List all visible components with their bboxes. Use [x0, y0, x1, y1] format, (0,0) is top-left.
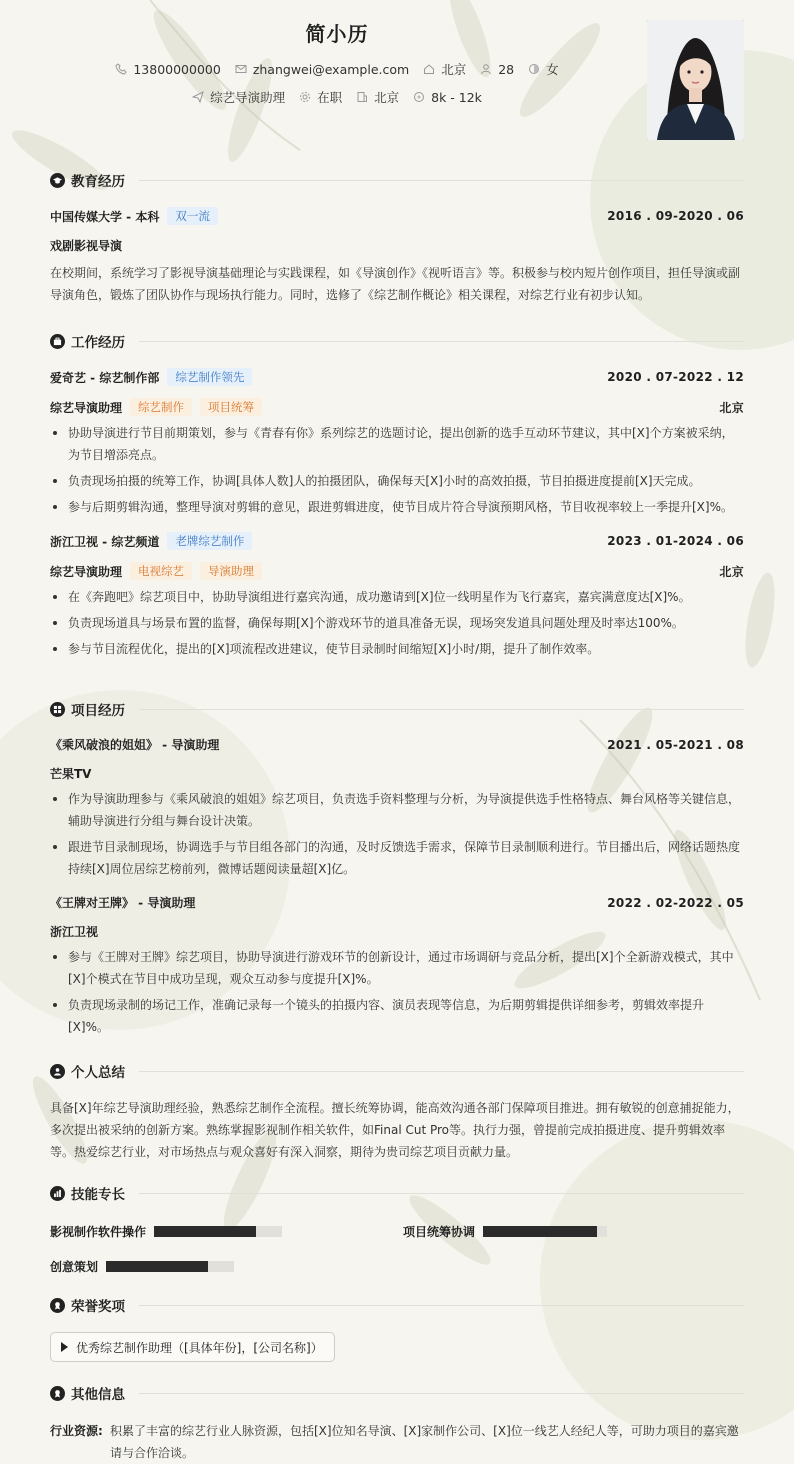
skill-item — [50, 1258, 234, 1275]
email-text: zhangwei@example.com — [252, 61, 410, 77]
target-position-item — [192, 88, 285, 106]
other-label: 行业资源: — [50, 1424, 103, 1438]
skills-header — [50, 1183, 744, 1203]
section-divider — [139, 341, 744, 342]
target-city-item — [356, 88, 399, 106]
list-item: 负责现场道具与场景布置的监督，确保每期[X]个游戏环节的道具准备无误，现场突发道具问题处理及时率达100%。 — [50, 612, 744, 634]
summary-section — [50, 1061, 744, 1163]
phone-icon — [115, 63, 127, 75]
skill-bar — [154, 1226, 282, 1237]
salary-item — [413, 88, 482, 106]
company-tag: 综艺制作领先 — [167, 368, 252, 386]
other-header — [50, 1383, 744, 1403]
project-bullets — [50, 946, 744, 1038]
honor-text: 优秀综艺制作助理（[具体年份]，[公司名称]） — [76, 1340, 323, 1355]
projects-section — [50, 699, 744, 1038]
send-icon — [192, 91, 204, 103]
project-entry — [50, 736, 744, 880]
job-company-row — [50, 532, 744, 550]
project-org: 芒果TV — [50, 767, 92, 781]
projects-header — [50, 699, 744, 719]
work-header — [50, 331, 744, 351]
job-entry — [50, 532, 744, 660]
other-info-row — [50, 1420, 744, 1464]
school-tag: 双一流 — [167, 207, 218, 225]
skill-bar-fill — [483, 1226, 597, 1237]
education-date: 2016 . 09-2020 . 06 — [607, 209, 744, 223]
section-divider — [139, 180, 744, 181]
list-item: 负责现场拍摄的统筹工作，协调[具体人数]人的拍摄团队，确保每天[X]小时的高效拍摄，节目拍摄进度提前[X]天完成。 — [50, 470, 744, 492]
money-icon — [413, 91, 425, 103]
list-item: 参与节目流程优化，提出的[X]项流程改进建议，使节目录制时间缩短[X]小时/期，提升了制作效率。 — [50, 638, 744, 660]
graduation-cap-icon — [50, 173, 65, 188]
job-date: 2023 . 01-2024 . 06 — [607, 534, 744, 548]
honors-title: 荣誉奖项 — [71, 1299, 125, 1315]
work-title: 工作经历 — [71, 335, 125, 351]
person-icon — [50, 1064, 65, 1079]
summary-title: 个人总结 — [71, 1065, 125, 1081]
role-tag: 电视综艺 — [130, 562, 192, 580]
list-item: 参与《王牌对王牌》综艺项目，协助导演进行游戏环节的创新设计，通过市场调研与竞品分析，提出[X]个全新游戏模式，其中[X]个模式在节目中成功呈现，观众互动参与度提升[X]%。 — [50, 946, 744, 990]
avatar-photo — [647, 20, 744, 140]
user-icon — [480, 63, 492, 75]
job-city: 北京 — [719, 400, 744, 415]
target-position-text: 综艺导演助理 — [210, 90, 286, 105]
role-tag: 综艺制作 — [130, 398, 192, 416]
skill-item — [50, 1223, 282, 1240]
section-divider — [139, 1393, 744, 1394]
salary-text: 8k - 12k — [431, 89, 482, 105]
award-icon — [50, 1298, 65, 1313]
summary-header — [50, 1061, 744, 1081]
work-section — [50, 331, 744, 660]
skills-section — [50, 1183, 744, 1203]
age-text: 28 — [498, 61, 515, 77]
phone-item — [115, 60, 220, 78]
building-icon — [356, 91, 368, 103]
candidate-name: 简小历 — [305, 22, 369, 46]
list-item: 在《奔跑吧》综艺项目中，协助导演组进行嘉宾沟通，成功邀请到[X]位一线明星作为飞行嘉宾，嘉宾满意度达[X]%。 — [50, 586, 744, 608]
job-role: 综艺导演助理 — [50, 564, 123, 579]
job-company: 爱奇艺 - 综艺制作部 — [50, 370, 160, 385]
skill-bar-fill — [106, 1261, 208, 1272]
job-company: 浙江卫视 - 综艺频道 — [50, 534, 160, 549]
bar-chart-icon — [50, 1186, 65, 1201]
section-divider — [139, 1071, 744, 1072]
job-role: 综艺导演助理 — [50, 400, 123, 415]
job-company-row — [50, 368, 744, 386]
project-row — [50, 894, 744, 911]
status-item — [299, 88, 342, 106]
education-header — [50, 170, 744, 190]
caret-right-icon — [61, 1342, 68, 1352]
education-description: 在校期间，系统学习了影视导演基础理论与实践课程，如《导演创作》《视听语言》等。积极参与校内短片创作项目，担任导演或副导演角色，锻炼了团队协作与现场执行能力。同时，选修了《综艺制作概论》相关课程，对综艺行业有初步认知。 — [50, 266, 741, 302]
skill-bar — [483, 1226, 607, 1237]
project-bullets — [50, 788, 744, 880]
role-tag: 项目统筹 — [200, 398, 262, 416]
skill-name: 创意策划 — [50, 1260, 99, 1274]
project-date: 2021 . 05-2021 . 08 — [607, 737, 744, 752]
home-icon — [423, 63, 435, 75]
section-divider — [139, 709, 744, 710]
list-item: 作为导演助理参与《乘风破浪的姐姐》综艺项目，负责选手资料整理与分析，为导演提供选手性格特点、舞台风格等关键信息，辅助导演进行分组与舞台设计决策。 — [50, 788, 744, 832]
honor-item[interactable] — [50, 1332, 335, 1362]
skill-bar — [106, 1261, 234, 1272]
projects-title: 项目经历 — [71, 703, 125, 719]
skills-title: 技能专长 — [71, 1187, 125, 1203]
age-item — [480, 60, 514, 78]
project-entry — [50, 894, 744, 1038]
job-bullets — [50, 586, 744, 660]
grid-icon — [50, 702, 65, 717]
education-row — [50, 207, 744, 225]
company-tag: 老牌综艺制作 — [167, 532, 252, 550]
skill-name: 项目统筹协调 — [403, 1225, 476, 1239]
location-item — [423, 60, 466, 78]
section-divider — [139, 1193, 744, 1194]
job-role-row — [50, 562, 744, 580]
location-text: 北京 — [441, 62, 467, 77]
school-name: 中国传媒大学 - 本科 — [50, 209, 160, 224]
list-item: 协助导演进行节目前期策划，参与《青春有你》系列综艺的选题讨论，提出创新的选手互动环节建议，其中[X]个方案被采纳，为节目增添亮点。 — [50, 422, 744, 466]
honors-header — [50, 1295, 744, 1315]
list-item: 跟进节目录制现场，协调选手与节目组各部门的沟通，及时反馈选手需求，保障节目录制顺利进行。节目播出后，网络话题热度持续[X]周位居综艺榜前列，微博话题阅读量超[X]亿。 — [50, 836, 744, 880]
other-title: 其他信息 — [71, 1387, 125, 1403]
skill-name: 影视制作软件操作 — [50, 1225, 147, 1239]
other-section — [50, 1383, 744, 1403]
education-title: 教育经历 — [71, 174, 125, 190]
skill-item — [403, 1223, 607, 1240]
project-org: 浙江卫视 — [50, 925, 99, 939]
phone-text: 13800000000 — [133, 61, 221, 77]
email-item — [235, 60, 409, 78]
education-section — [50, 170, 744, 306]
briefcase-icon — [50, 334, 65, 349]
summary-text: 具备[X]年综艺导演助理经验，熟悉综艺制作全流程。擅长统筹协调，能高效沟通各部门保障项目推进。拥有敏锐的创意捕捉能力，多次提出被采纳的创新方案。熟练掌握影视制作相关软件，如Final Cut Pro等。执行力强，曾提前完成拍摄进度、提升剪辑效率等。热爱综艺行业，对市场热点与观众喜好有深入洞察，期待为贵司综艺项目贡献力量。 — [50, 1101, 740, 1159]
section-divider — [139, 1305, 744, 1306]
gender-text: 女 — [546, 62, 559, 77]
target-city-text: 北京 — [374, 90, 400, 105]
other-text: 积累了丰富的综艺行业人脉资源，包括[X]位知名导演、[X]家制作公司、[X]位一线艺人经纪人等，可助力项目的嘉宾邀请与合作洽谈。 — [110, 1424, 739, 1460]
project-name: 《乘风破浪的姐姐》 - 导演助理 — [50, 738, 220, 752]
project-name: 《王牌对王牌》 - 导演助理 — [50, 896, 196, 910]
list-item: 负责现场录制的场记工作，准确记录每一个镜头的拍摄内容、演员表现等信息，为后期剪辑提供详细参考，剪辑效率提升[X]%。 — [50, 994, 744, 1038]
job-city: 北京 — [719, 564, 744, 579]
contact-row — [0, 60, 674, 78]
job-entry — [50, 368, 744, 518]
project-date: 2022 . 02-2022 . 05 — [607, 895, 744, 910]
medal-icon — [50, 1386, 65, 1401]
status-text: 在职 — [317, 90, 343, 105]
job-intention-row — [0, 88, 674, 106]
gender-item — [528, 60, 559, 78]
gender-icon — [528, 63, 540, 75]
role-tag: 导演助理 — [200, 562, 262, 580]
job-role-row — [50, 398, 744, 416]
settings-icon — [299, 91, 311, 103]
mail-icon — [235, 63, 247, 75]
skill-bar-fill — [154, 1226, 256, 1237]
major-name: 戏剧影视导演 — [50, 239, 123, 253]
list-item: 参与后期剪辑沟通，整理导演对剪辑的意见，跟进剪辑进度，使节目成片符合导演预期风格，节目收视率较上一季提升[X]%。 — [50, 496, 744, 518]
job-date: 2020 . 07-2022 . 12 — [607, 370, 744, 384]
job-bullets — [50, 422, 744, 518]
project-row — [50, 736, 744, 753]
honors-section — [50, 1295, 744, 1315]
